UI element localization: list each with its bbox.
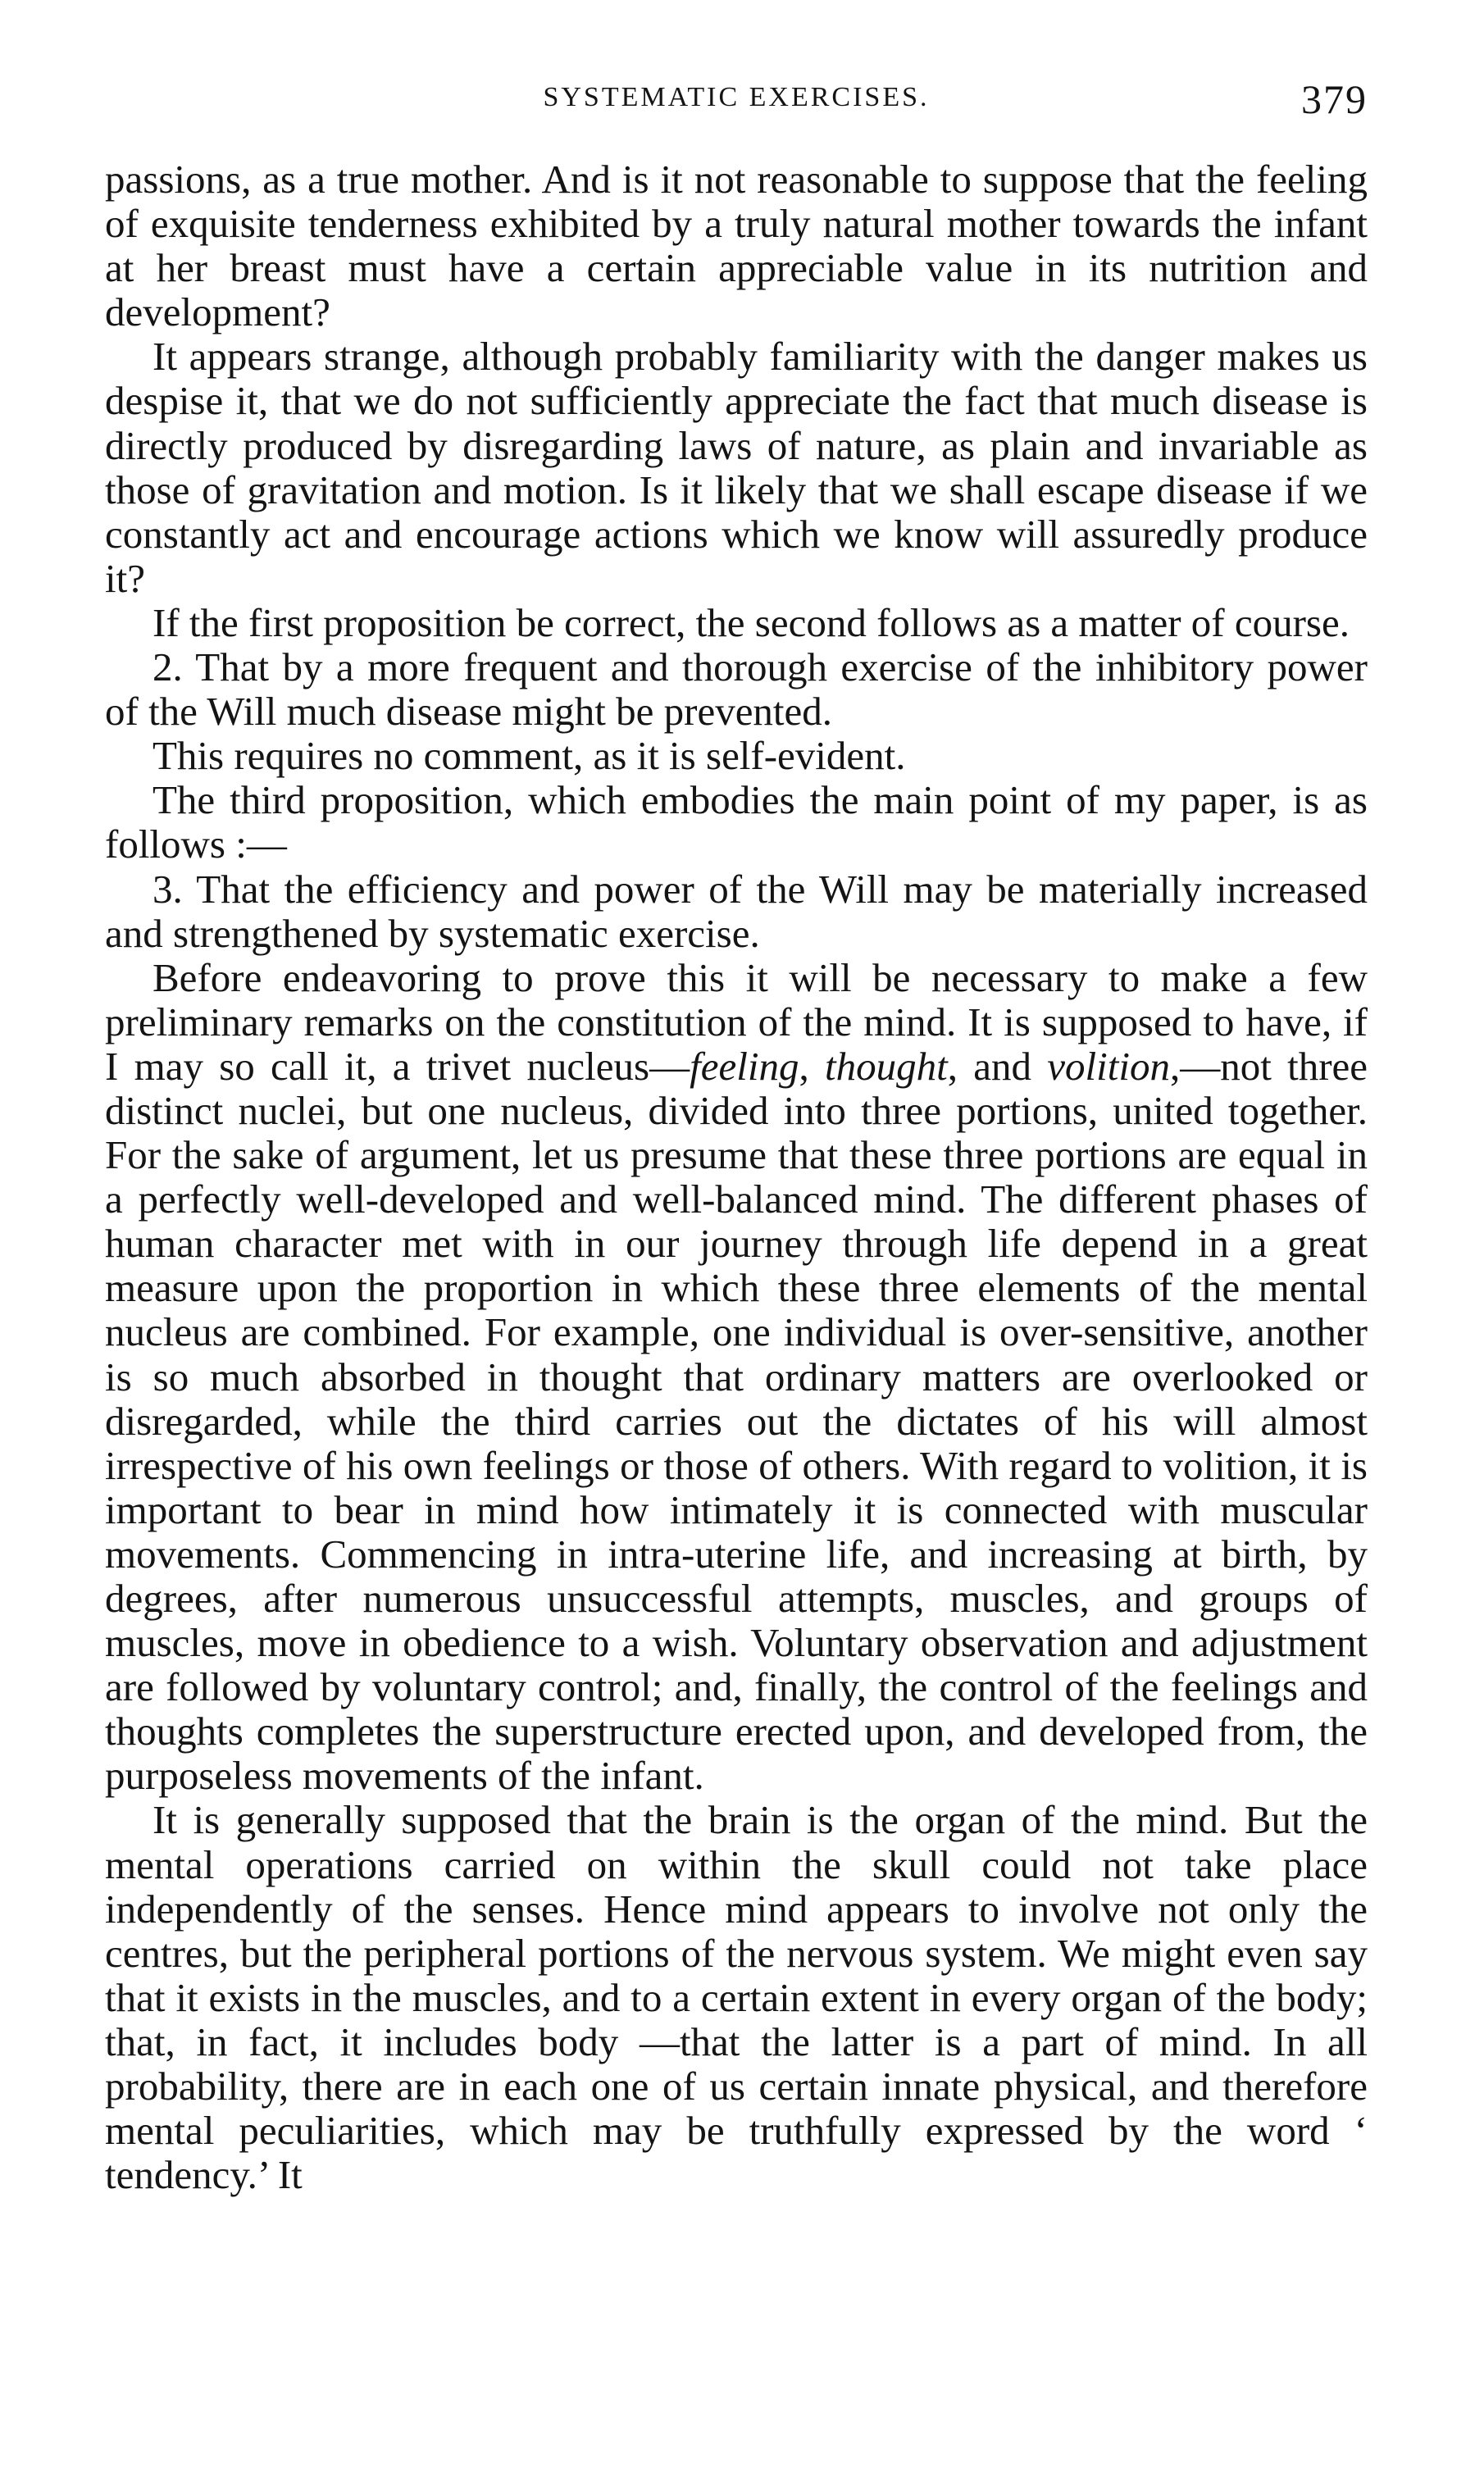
text-run: passions, as a true mother. And is it not reasonable to suppose that the feeling of exquisite tenderness exhibited by a truly natural mother towards the infant at her breast must have a certain appreciable value in its nutrition and development? xyxy=(105,157,1368,335)
text-run: It is generally supposed that the brain is the organ of the mind. But the mental operations carried on within the skull could not take place independently of the senses. Hence mind appears to involve not only the centres, but the peripheral portions of the nervous system. We might even say that it exists in the muscles, and to a certain extent in every organ of the body; that, in fact, it includes body —that the latter is a part of mind. In all probability, there are in each one of us certain innate physical, and therefore mental peculiarities, which may be truthfully expressed by the word ‘ tendency.’ It xyxy=(105,1797,1368,2198)
text-run: , and xyxy=(947,1043,1048,1089)
italic-text-run: volition xyxy=(1047,1043,1170,1089)
text-run: 2. That by a more frequent and thorough exercise of the inhibitory power of the Will much disease might be prevented. xyxy=(105,644,1368,735)
paragraph xyxy=(105,734,1368,778)
text-run: It appears strange, although probably familiarity with the danger makes us despise it, that we do not sufficiently appreciate the fact that much disease is directly produced by disregarding laws of nature, as plain and invariable as those of gravitation and motion. Is it likely that we shall escape disease if we constantly act and encourage actions which we know will assuredly produce it? xyxy=(105,334,1368,601)
text-run: , xyxy=(799,1043,825,1089)
italic-text-run: feeling xyxy=(690,1043,799,1089)
running-title: SYSTEMATIC EXERCISES. xyxy=(543,82,930,112)
paragraph xyxy=(105,601,1368,645)
text-run: The third proposition, which embodies the main point of my paper, is as follows :— xyxy=(105,777,1368,867)
text-run: If the first proposition be correct, the second follows as a matter of course. xyxy=(152,599,1350,645)
page-number: 379 xyxy=(1301,76,1368,122)
italic-text-run: thought xyxy=(824,1043,948,1089)
paragraph xyxy=(105,956,1368,1799)
text-run: This requires no comment, as it is self-evident. xyxy=(152,733,906,779)
body-text xyxy=(105,157,1368,2197)
paragraph xyxy=(105,645,1368,734)
text-run: 3. That the efficiency and power of the Will may be materially increased and strengthened by systematic exercise. xyxy=(105,866,1368,956)
paragraph xyxy=(105,1798,1368,2197)
paragraph xyxy=(105,334,1368,601)
paragraph xyxy=(105,867,1368,956)
paragraph xyxy=(105,157,1368,334)
text-run: ,—not three distinct nuclei, but one nucleus, divided into three portions, united together. For the sake of argument, let us presume that these three portions are equal in a perfectly well-developed and well-balanced mind. The different phases of human character met with in our journey through life depend in a great measure upon the proportion in which these three elements of the mental nucleus are combined. For example, one individual is over-sensitive, another is so much absorbed in thought that ordinary matters are overlooked or disregarded, while the third carries out the dictates of his will almost irrespective of his own feelings or those of others. With regard to volition, it is important to bear in mind how intimately it is connected with muscular movements. Commencing in intra-uterine life, and increasing at birth, by degrees, after numerous unsuccessful attempts, muscles, and groups of muscles, move in obedience to a wish. Voluntary observation and adjustment are followed by voluntary control; and, finally, the control of the feelings and thoughts completes the superstructure erected upon, and developed from, the purposeless movements of the infant. xyxy=(105,1043,1368,1799)
running-head xyxy=(105,75,1368,125)
paragraph xyxy=(105,778,1368,867)
text-run: Before endeavoring to prove this it will be necessary to make a few preliminary remarks on the constitution of the mind. It is supposed to have, if I may so call it, a trivet nucleus— xyxy=(105,954,1368,1089)
